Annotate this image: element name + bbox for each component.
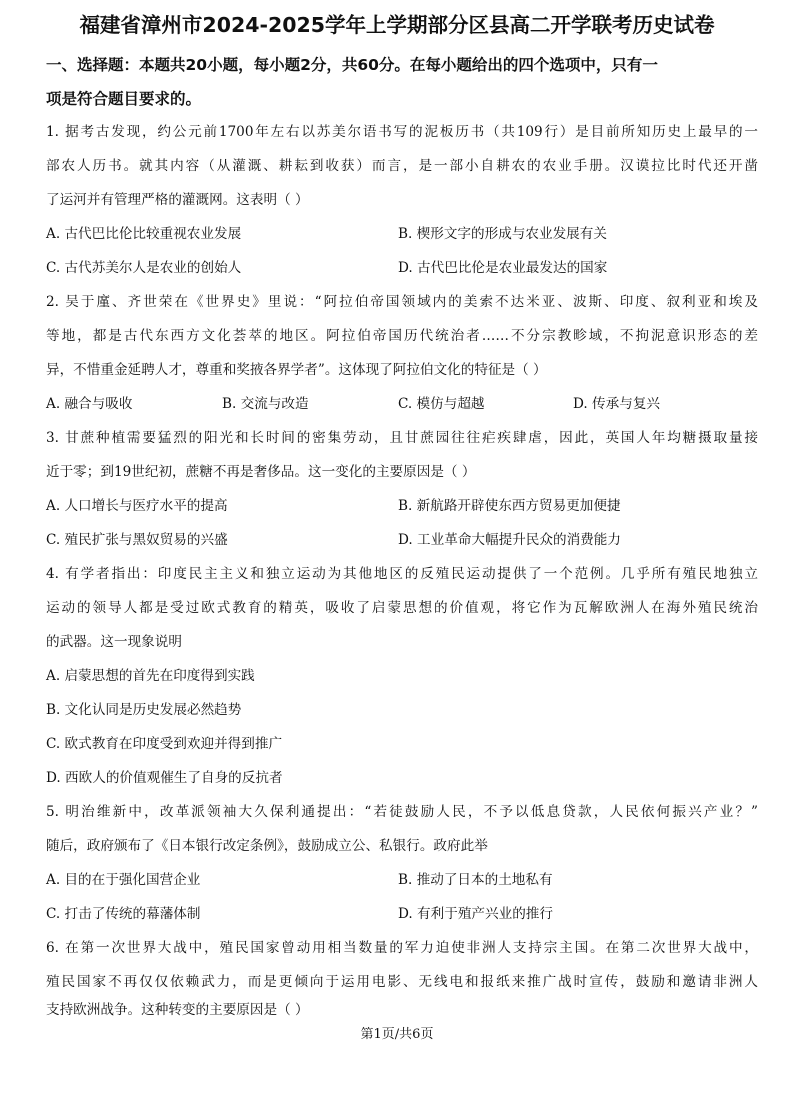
question-4-stem-line-1: 4. 有学者指出：印度民主主义和独立运动为其他地区的反殖民运动提供了一个范例。几乎所有殖民地独立 (46, 566, 758, 582)
question-4-stem-line-3: 的武器。这一现象说明 (46, 634, 182, 650)
question-2-stem-line-3: 异，不惜重金延聘人才，尊重和奖掖各界学者”。这体现了阿拉伯文化的特征是（ ） (46, 362, 547, 378)
question-3-option-a[interactable]: A. 人口增长与医疗水平的提高 (46, 498, 228, 514)
question-1-stem-line-1: 1. 据考古发现，约公元前1700年左右以苏美尔语书写的泥板历书（共109行）是目前所知历史上最早的一 (46, 124, 758, 140)
question-5-option-a[interactable]: A. 目的在于强化国营企业 (46, 872, 201, 888)
question-2-option-d[interactable]: D. 传承与复兴 (573, 396, 661, 412)
question-1-stem-line-2: 部农人历书。就其内容（从灌溉、耕耘到收获）而言，是一部小自耕农的农业手册。汉谟拉比时代还开凿 (46, 158, 758, 174)
question-4-option-d[interactable]: D. 西欧人的价值观催生了自身的反抗者 (46, 770, 283, 786)
question-1-option-c[interactable]: C. 古代苏美尔人是农业的创始人 (46, 260, 242, 276)
question-4-option-b[interactable]: B. 文化认同是历史发展必然趋势 (46, 702, 242, 718)
section-heading-line-1: 一、选择题：本题共20小题，每小题2分，共60分。在每小题给出的四个选项中，只有一 (46, 56, 658, 74)
exam-title: 福建省漳州市2024-2025学年上学期部分区县高二开学联考历史试卷 (79, 13, 715, 37)
question-5-option-b[interactable]: B. 推动了日本的土地私有 (398, 872, 553, 888)
question-3-stem-line-1: 3. 甘蔗种植需要猛烈的阳光和长时间的密集劳动，且甘蔗园往往疟疾肆虐，因此，英国人年均糖摄取量接 (46, 430, 758, 446)
question-5-stem-line-2: 随后，政府颁布了《日本银行改定条例》，鼓励成立公、私银行。政府此举 (46, 838, 488, 854)
question-2-option-b[interactable]: B. 交流与改造 (222, 396, 309, 412)
question-1-option-a[interactable]: A. 古代巴比伦比较重视农业发展 (46, 226, 242, 242)
question-3-option-d[interactable]: D. 工业革命大幅提升民众的消费能力 (398, 532, 621, 548)
question-2-option-c[interactable]: C. 模仿与超越 (398, 396, 485, 412)
question-5-stem-line-1: 5. 明治维新中，改革派领袖大久保利通提出：“若徒鼓励人民，不予以低息贷款，人民依何振兴产业？” (46, 804, 758, 820)
question-1-stem-line-3: 了运河并有管理严格的灌溉网。这表明（ ） (46, 192, 309, 208)
question-5-option-d[interactable]: D. 有利于殖产兴业的推行 (398, 906, 553, 922)
question-3-stem-line-2: 近于零；到19世纪初，蔗糖不再是奢侈品。这一变化的主要原因是（ ） (46, 464, 476, 480)
question-3-option-b[interactable]: B. 新航路开辟使东西方贸易更加便捷 (398, 498, 621, 514)
question-6-stem-line-1: 6. 在第一次世界大战中，殖民国家曾动用相当数量的军力迫使非洲人支持宗主国。在第二次世界大战中， (46, 940, 758, 956)
question-2-stem-line-1: 2. 吴于廑、齐世荣在《世界史》里说：“阿拉伯帝国领域内的美索不达米亚、波斯、印度、叙利亚和埃及 (46, 294, 758, 310)
question-6-stem-line-2: 殖民国家不再仅仅依赖武力，而是更倾向于运用电影、无线电和报纸来推广战时宣传，鼓励和邀请非洲人 (46, 974, 758, 990)
section-heading-line-2: 项是符合题目要求的。 (46, 90, 202, 108)
question-5-option-c[interactable]: C. 打击了传统的幕藩体制 (46, 906, 201, 922)
question-6-stem-line-3: 支持欧洲战争。这种转变的主要原因是（ ） (46, 1002, 309, 1018)
question-2-stem-line-2: 等地，都是古代东西方文化荟萃的地区。阿拉伯帝国历代统治者……不分宗教畛域，不拘泥意识形态的差 (46, 328, 758, 344)
page-number: 第1页/共6页 (360, 1027, 434, 1042)
question-1-option-b[interactable]: B. 楔形文字的形成与农业发展有关 (398, 226, 607, 242)
question-4-option-c[interactable]: C. 欧式教育在印度受到欢迎并得到推广 (46, 736, 283, 752)
question-3-option-c[interactable]: C. 殖民扩张与黑奴贸易的兴盛 (46, 532, 228, 548)
question-4-option-a[interactable]: A. 启蒙思想的首先在印度得到实践 (46, 668, 255, 684)
question-4-stem-line-2: 运动的领导人都是受过欧式教育的精英，吸收了启蒙思想的价值观，将它作为瓦解欧洲人在海外殖民统治 (46, 600, 758, 616)
question-2-option-a[interactable]: A. 融合与吸收 (46, 396, 133, 412)
question-1-option-d[interactable]: D. 古代巴比伦是农业最发达的国家 (398, 260, 608, 276)
